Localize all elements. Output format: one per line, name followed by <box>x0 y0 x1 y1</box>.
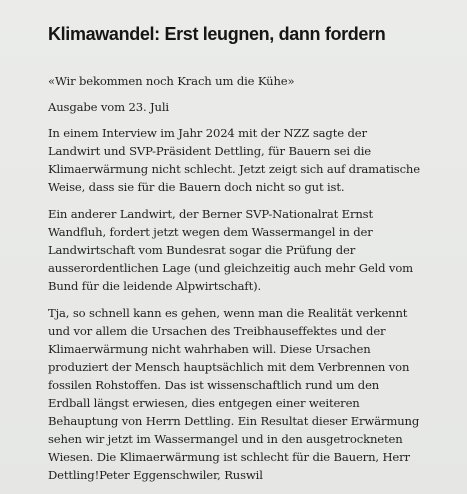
article-body <box>48 72 420 493</box>
paragraph-1: In einem Interview im Jahr 2024 mit der NZZ sagte der Landwirt und SVP-Präsident Dettling, für Bauern sei die Klimaerwärmung nicht schlecht. Jetzt zeigt sich auf dramatische Weise, dass sie für die Bauern doch nicht so gut ist. <box>48 126 420 194</box>
article-headline: Klimawandel: Erst leugnen, dann fordern <box>48 24 386 44</box>
quoted-title: «Wir bekommen noch Krach um die Kühe» <box>48 74 295 88</box>
paragraph-3: Tja, so schnell kann es gehen, wenn man die Realität verkennt und vor allem die Ursachen des Treibhauseffektes und der Klimaerwärmung nicht wahrhaben will. Diese Ursachen produziert der Mensch hauptsächlich mit dem Verbrennen von fossilen Rohstoffen. Das ist wissenschaftlich rund um den Erdball längst erwiesen, dies entgegen einer weiteren Behauptung von Herrn Dettling. Ein Resultat dieser Erwärmung sehen wir jetzt im Wassermangel und in den ausgetrockneten Wiesen. Die Klimaerwärmung ist schlecht für die Bauern, Herr Dettling!Peter Eggenschwiler, Ruswil <box>48 306 420 482</box>
issue-reference: Ausgabe vom 23. Juli <box>48 100 169 114</box>
paragraph-2: Ein anderer Landwirt, der Berner SVP-Nationalrat Ernst Wandfluh, fordert jetzt wegen dem Wassermangel in der Landwirtschaft vom Bundesrat sogar die Prüfung der ausserordentlichen Lage (und gleichzeitig auch mehr Geld vom Bund für die leidende Alpwirtschaft). <box>48 207 413 293</box>
